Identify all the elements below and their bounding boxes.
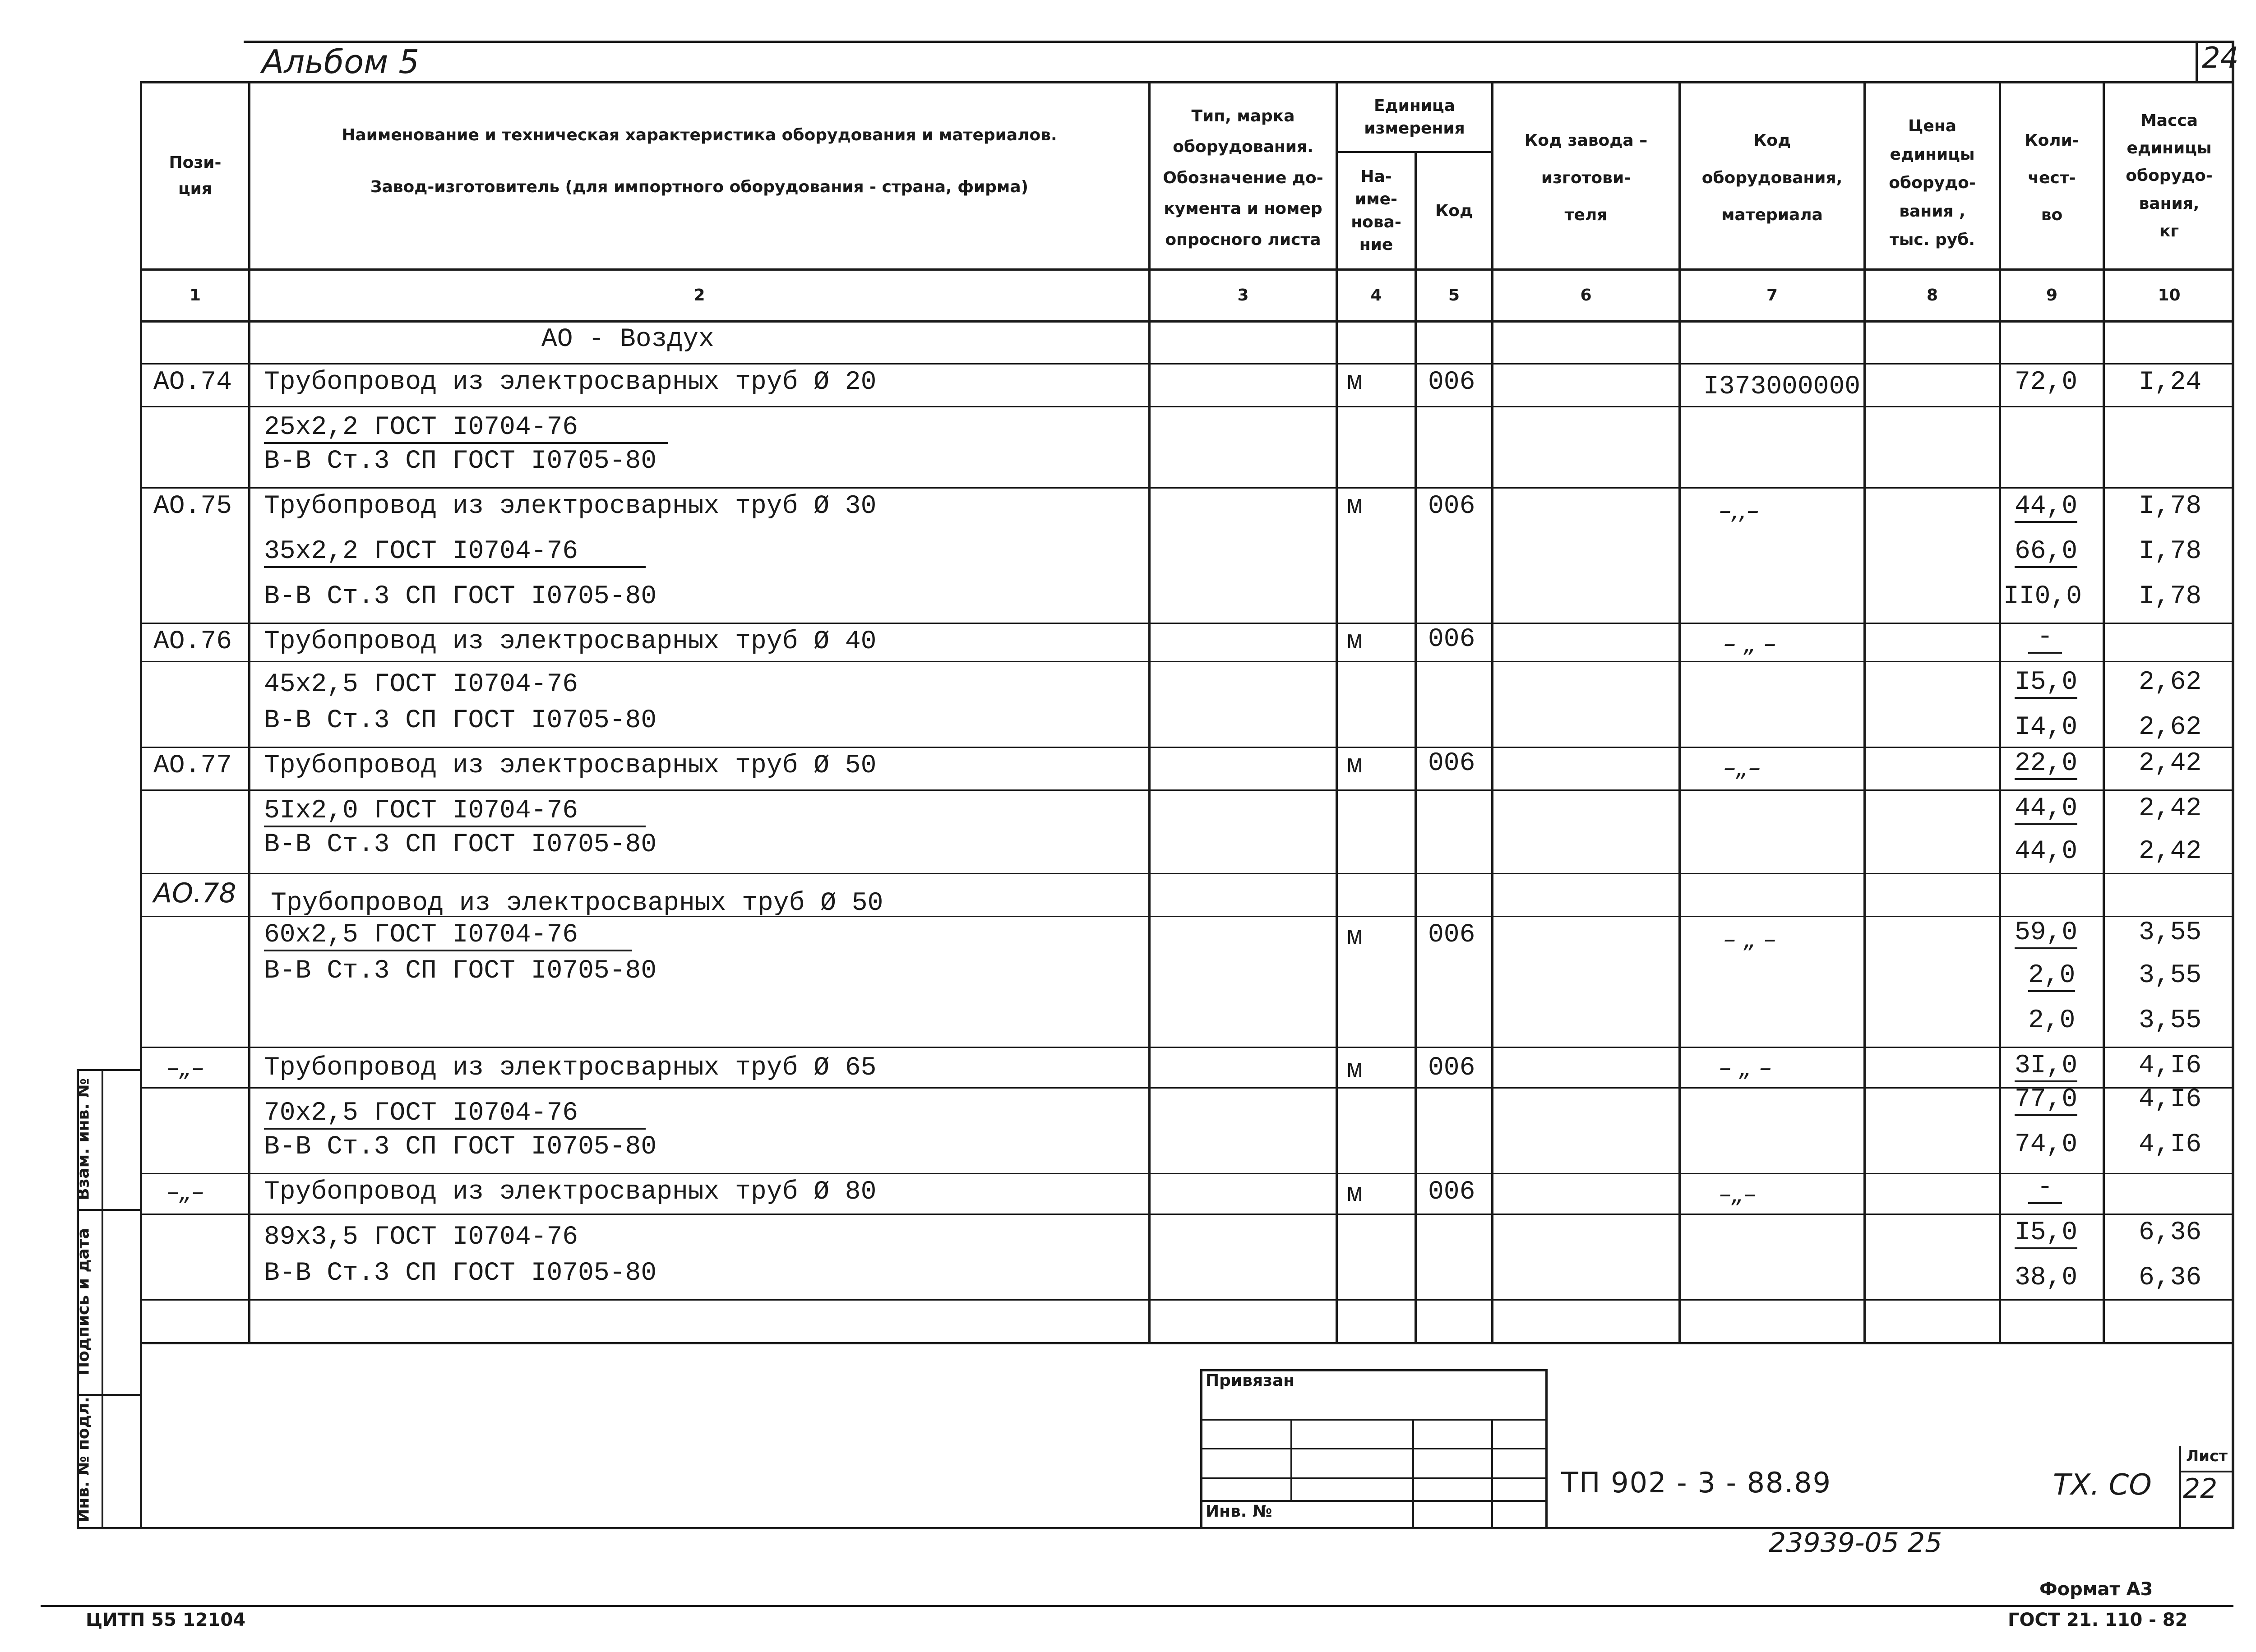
row-mass: 6,36 [2139, 1263, 2202, 1292]
row-code: 006 [1428, 625, 1475, 654]
row-name: 35х2,2 ГОСТ I0704-76 [264, 537, 646, 568]
frame-top [244, 41, 2233, 43]
row-equip: – „ – [1719, 1053, 1772, 1082]
row-mass: 2,62 [2139, 668, 2202, 697]
row-qty: 44,0 [2015, 492, 2077, 523]
row-code: 006 [1428, 920, 1475, 950]
row-sep [140, 789, 2233, 791]
row-mass: 2,42 [2139, 837, 2202, 866]
colnum-6: 6 [1580, 286, 1592, 305]
album-label: Альбом 5 [262, 43, 420, 81]
row-equip: –„– [1719, 1180, 1756, 1208]
side-label-inv-podl: Инв. № подл. [74, 1397, 93, 1523]
row-equip: – „ – [1724, 925, 1776, 953]
row-qty: 3I,0 [2015, 1051, 2077, 1082]
row-name: В-В Ст.3 СП ГОСТ I0705-80 [264, 1259, 657, 1288]
row-sep [140, 747, 2233, 748]
stamp-row2 [1200, 1448, 1548, 1449]
row-name: Трубопровод из электросварных труб Ø 30 [264, 492, 877, 521]
row-mass: 3,55 [2139, 961, 2202, 990]
row-mass: 4,I6 [2139, 1130, 2202, 1159]
row-name: 70х2,5 ГОСТ I0704-76 [264, 1098, 646, 1130]
citp-label: ЦИТП 55 12104 [86, 1610, 246, 1630]
stamp-row1 [1200, 1419, 1548, 1421]
stamp-inv: Инв. № [1206, 1502, 1272, 1521]
side-label-podpis: Подпись и дата [74, 1228, 93, 1375]
colnum-8: 8 [1926, 286, 1938, 305]
row-sep [140, 1047, 2233, 1048]
hdr-factory-code: Код завода – изготови- теля [1524, 131, 1648, 225]
row-sep [140, 1173, 2233, 1174]
row-name: В-В Ст.3 СП ГОСТ I0705-80 [264, 1132, 657, 1162]
row-name: Трубопровод из электросварных труб Ø 65 [264, 1053, 877, 1083]
row-qty: I4,0 [2015, 713, 2078, 742]
handwritten-number: 23939-05 25 [1769, 1527, 1942, 1559]
row-unit: м [1347, 492, 1363, 521]
row-name: 25х2,2 ГОСТ I0704-76 [264, 413, 668, 444]
row-qty: 44,0 [2015, 794, 2077, 825]
bottom-rule [41, 1605, 2233, 1607]
row-sep [140, 487, 2233, 489]
row-unit: м [1347, 627, 1363, 656]
stamp-col1 [1290, 1419, 1292, 1500]
stamp-row4 [1200, 1500, 1548, 1502]
row-equip: I373000000 [1703, 372, 1861, 401]
row-name: В-В Ст.3 СП ГОСТ I0705-80 [264, 706, 657, 735]
colnum-4: 4 [1370, 286, 1382, 305]
row-qty: 2,0 [2028, 961, 2075, 992]
sheet-number: 22 [2183, 1473, 2218, 1504]
row-sep [140, 661, 2233, 662]
row-equip: –,,– [1719, 496, 1759, 525]
row-qty: II0,0 [2003, 582, 2082, 611]
colnum-10: 10 [2158, 286, 2181, 305]
sheet-label: Лист [2186, 1447, 2228, 1465]
row-qty: 59,0 [2015, 918, 2077, 949]
row-code: 006 [1428, 368, 1475, 397]
section-title: АО - Воздух [541, 325, 714, 354]
table-top [140, 81, 2233, 83]
row-name: Трубопровод из электросварных труб Ø 50 [271, 889, 883, 918]
row-name: В-В Ст.3 СП ГОСТ I0705-80 [264, 956, 657, 986]
stamp-privyazan: Привязан [1206, 1371, 1295, 1390]
row-qty: 74,0 [2015, 1130, 2078, 1159]
row-name: 5Iх2,0 ГОСТ I0704-76 [264, 796, 646, 827]
colnum-9: 9 [2046, 286, 2058, 305]
row-position: АО.75 [153, 492, 232, 521]
row-qty: - [2028, 1173, 2062, 1204]
row-qty: 22,0 [2015, 749, 2077, 780]
row-position: АО.76 [153, 627, 232, 656]
gost-label: ГОСТ 21. 110 - 82 [2008, 1610, 2188, 1630]
row-name: Трубопровод из электросварных труб Ø 40 [264, 627, 877, 656]
row-name: 45х2,5 ГОСТ I0704-76 [264, 670, 578, 699]
row-qty: 72,0 [2015, 368, 2078, 397]
stamp-row3 [1200, 1477, 1548, 1479]
colnum-5: 5 [1448, 286, 1460, 305]
row-unit: м [1347, 1180, 1363, 1209]
hdr-qty: Коли- чест- во [2025, 131, 2079, 225]
hdr-type: Тип, марка оборудования. Обозначение до- кумента и номер опросного листа [1163, 107, 1323, 249]
row-name: Трубопровод из электросварных труб Ø 80 [264, 1177, 877, 1207]
hdr-unit: Единица измерения [1364, 96, 1465, 138]
hdr-mass: Масса единицы оборудо- вания, кг [2126, 111, 2213, 240]
row-code: 006 [1428, 749, 1475, 778]
row-mass: I,78 [2139, 582, 2202, 611]
table-body-bottom [140, 1342, 2233, 1344]
row-qty: 77,0 [2015, 1085, 2077, 1116]
row-unit: м [1347, 1056, 1363, 1085]
row-mass: 3,55 [2139, 1006, 2202, 1035]
row-position: АО.74 [153, 368, 232, 397]
hdr-price: Цена единицы оборудо- вания , тыс. руб. [1889, 116, 1976, 249]
row-qty: I5,0 [2015, 668, 2077, 699]
row-position: АО.78 [153, 877, 236, 909]
row-sep [140, 406, 2233, 407]
hdr-unit-name: На- име- нова- ние [1351, 167, 1401, 254]
row-mass: I,78 [2139, 492, 2202, 521]
row-sep [140, 1299, 2233, 1301]
colnum-2: 2 [693, 286, 705, 305]
colnum-1: 1 [189, 286, 201, 305]
hdr-equip-code: Код оборудования, материала [1701, 131, 1843, 225]
row-code: 006 [1428, 1053, 1475, 1083]
row-code: 006 [1428, 492, 1475, 521]
row-mass: 2,62 [2139, 713, 2202, 742]
row-sep [140, 363, 2233, 365]
row-name: Трубопровод из электросварных труб Ø 50 [264, 751, 877, 780]
doc-mark: ТХ. СО [2053, 1468, 2152, 1502]
stamp-col3 [1491, 1419, 1493, 1527]
row-mass: I,24 [2139, 368, 2202, 397]
row-name: 60х2,5 ГОСТ I0704-76 [264, 920, 632, 951]
row-name: 89х3,5 ГОСТ I0704-76 [264, 1223, 578, 1252]
row-equip: – „ – [1724, 629, 1776, 658]
hdr-name-1: Наименование и техническая характеристика оборудования и материалов. [342, 126, 1057, 145]
row-qty: 66,0 [2015, 537, 2077, 568]
sheet-box-left [2179, 1446, 2181, 1527]
stamp-col2 [1412, 1419, 1414, 1527]
row-sep [140, 1087, 2233, 1089]
row-qty: I5,0 [2015, 1218, 2077, 1249]
row-sep [140, 623, 2233, 624]
doc-code: ТП 902 - 3 - 88.89 [1561, 1466, 1832, 1499]
hdr-position: Пози- ция [169, 153, 222, 198]
row-qty: 38,0 [2015, 1263, 2078, 1292]
row-qty: - [2028, 623, 2062, 654]
colnum-7: 7 [1766, 286, 1778, 305]
page-number: 24 [2202, 42, 2239, 75]
row-position: АО.77 [153, 751, 232, 780]
row-position: –„– [167, 1053, 204, 1082]
row-unit: м [1347, 751, 1363, 780]
row-name: В-В Ст.3 СП ГОСТ I0705-80 [264, 582, 657, 611]
row-name: Трубопровод из электросварных труб Ø 20 [264, 368, 877, 397]
row-unit: м [1347, 923, 1363, 952]
row-mass: 6,36 [2139, 1218, 2202, 1247]
row-mass: I,78 [2139, 537, 2202, 566]
colnum-3: 3 [1237, 286, 1249, 305]
row-sep [140, 873, 2233, 874]
page-number-box-left [2196, 41, 2198, 83]
format-label: Формат А3 [2039, 1579, 2153, 1600]
row-sep [140, 1214, 2233, 1215]
side-label-vzam: Взам. инв. № [74, 1078, 93, 1200]
frame-right [2232, 41, 2234, 1529]
row-unit: м [1347, 368, 1363, 397]
row-mass: 4,I6 [2139, 1085, 2202, 1114]
row-name: В-В Ст.3 СП ГОСТ I0705-80 [264, 830, 657, 859]
hdr-name-2: Завод-изготовитель (для импортного оборудования - страна, фирма) [370, 178, 1029, 197]
hdr-unit-code: Код [1435, 201, 1473, 220]
row-qty: 44,0 [2015, 837, 2078, 866]
row-position: –„– [167, 1177, 204, 1206]
row-mass: 3,55 [2139, 918, 2202, 947]
side-strip-sep [102, 1069, 103, 1529]
row-code: 006 [1428, 1177, 1475, 1207]
row-name: В-В Ст.3 СП ГОСТ I0705-80 [264, 447, 657, 476]
row-mass: 2,42 [2139, 794, 2202, 823]
row-mass: 4,I6 [2139, 1051, 2202, 1080]
sheet-box-mid [2179, 1471, 2233, 1472]
colnum-bottom [140, 320, 2233, 323]
row-equip: –„– [1724, 753, 1761, 782]
row-qty: 2,0 [2028, 1006, 2076, 1035]
row-mass: 2,42 [2139, 749, 2202, 778]
